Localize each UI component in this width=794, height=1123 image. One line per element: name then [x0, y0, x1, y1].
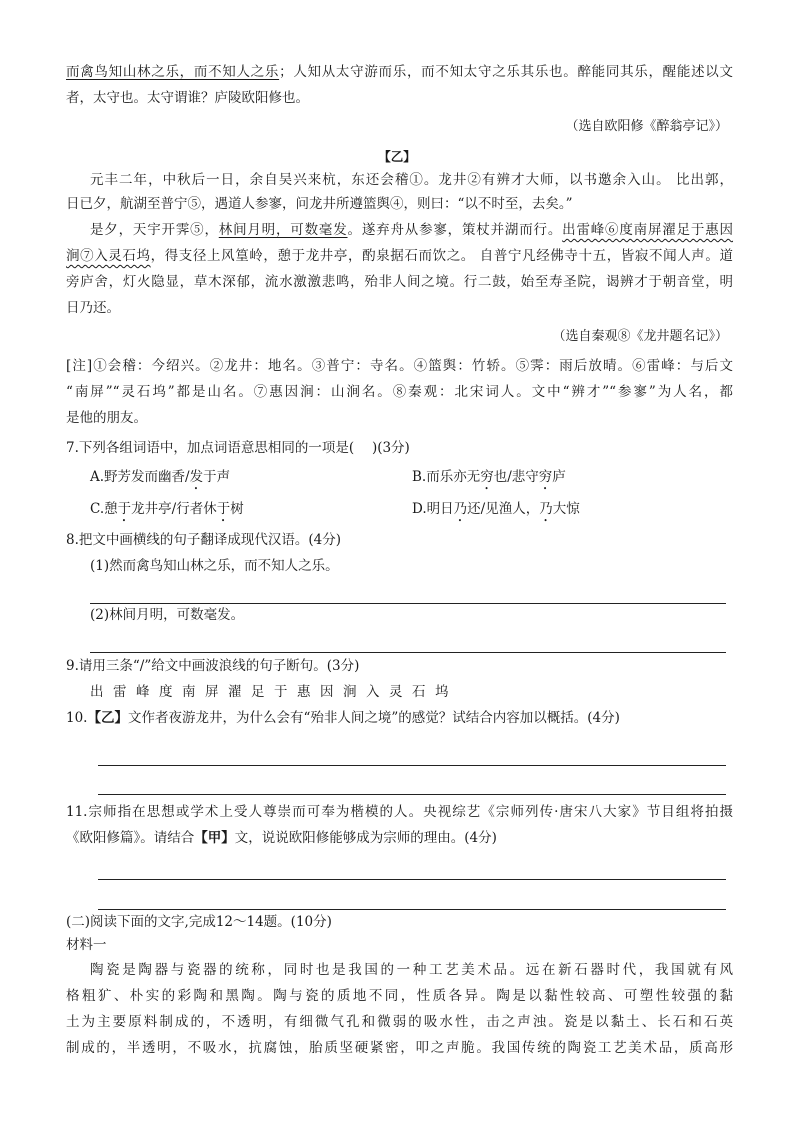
q11-answer-line-1[interactable]: [98, 879, 726, 880]
yi-p1-line-2: 日已夕，航湖至普宁⑤，遇道人参寥，问龙井所遵篮舆④，则曰：“以不时至，去矣。”: [66, 196, 573, 212]
notes-line-1: [注]①会稽：今绍兴。②龙井：地名。③普宁：寺名。④篮舆：竹轿。⑤霁：雨后放晴。⑥雷峰：与后文: [66, 358, 733, 374]
q7-option-d[interactable]: D.明日乃还/见渔人，乃大惊: [412, 501, 580, 517]
yi-p2-line-2: 涧⑦入灵石坞，得支径上风篁岭，憩于龙井亭，酌泉据石而饮之。 自普宁凡经佛寺十五，皆寂不闻人声。道: [66, 248, 734, 264]
material-one-label: 材料一: [66, 937, 107, 953]
jia-line-1: 而禽鸟知山林之乐，而不知人之乐；人知从太守游而乐，而不知太守之乐其乐也。醉能同其乐，醒能述以文: [66, 64, 734, 80]
q10-answer-line-2[interactable]: [98, 794, 726, 795]
q8-sentence-2: (2)林间月明，可数毫发。: [90, 607, 245, 623]
yi-p2-line-1: 是夕，天宇开霁⑤，林间月明，可数毫发。遂弃舟从参寥，策杖并湖而行。出雷峰⑥度南屏濯足于惠因: [90, 222, 734, 238]
yi-p2-line-3: 旁庐舍，灯火隐显，草木深郁，流水激激悲鸣，殆非人间之境。行二鼓，始至寿圣院，谒辨才于朝音堂，明: [66, 274, 733, 290]
underlined-sentence-1: 而禽鸟知山林之乐，而不知人之乐: [66, 64, 280, 80]
q8-sentence-1: (1)然而禽鸟知山林之乐，而不知人之乐。: [90, 558, 339, 574]
q7-option-c[interactable]: C.憩于龙井亭/行者休于树: [90, 501, 244, 517]
q7-option-a[interactable]: A.野芳发而幽香/发于声: [90, 469, 231, 485]
q9-stem: 9.请用三条“/”给文中画波浪线的句子断句。(3分): [66, 658, 360, 674]
part2-heading: (二)阅读下面的文字,完成12～14题。(10分): [66, 914, 332, 930]
q8-answer-line-1[interactable]: [90, 603, 726, 604]
q11-line-1: 11.宗师指在思想或学术上受人尊崇而可奉为楷模的人。央视综艺《宗师列传·唐宋八大家》节目组将拍摄: [66, 804, 733, 820]
wavy-sentence-part-1: 出雷峰⑥度南屏濯足于惠因: [562, 222, 734, 238]
yi-source: （选自秦观⑧《龙井题名记》）: [552, 329, 728, 344]
notes-line-2: “南屏”“灵石坞”都是山名。⑦惠因涧：山涧名。⑧秦观：北宋词人。文中“辨才”“参寥”为人名，都: [66, 384, 733, 400]
q10-answer-line-1[interactable]: [98, 765, 726, 766]
notes-line-3: 是他的朋友。: [66, 410, 147, 426]
yi-heading: 【乙】: [378, 149, 416, 164]
jia-line-2: 者，太守也。太守谓谁？庐陵欧阳修也。: [66, 90, 309, 106]
part2-line-2: 格粗犷、朴实的彩陶和黑陶。陶与瓷的质地不同，性质各异。陶是以黏性较高、可塑性较强的黏: [66, 988, 733, 1004]
wavy-sentence-part-2: 涧⑦入灵石坞: [66, 248, 151, 264]
q11-answer-line-2[interactable]: [98, 909, 726, 910]
q11-line-2: 《欧阳修篇》。请结合【甲】文，说说欧阳修能够成为宗师的理由。(4分): [66, 830, 497, 846]
q10-stem: 10.【乙】文作者夜游龙井，为什么会有“殆非人间之境”的感觉？试结合内容加以概括。(4分): [66, 710, 620, 726]
q7-option-b[interactable]: B.而乐亦无穷也/悲守穷庐: [412, 469, 566, 485]
jia-source: （选自欧阳修《醉翁亭记》）: [565, 119, 728, 134]
yi-p2-line-4: 日乃还。: [66, 300, 120, 316]
q8-answer-line-2[interactable]: [90, 652, 726, 653]
part2-line-1: 陶瓷是陶器与瓷器的统称，同时也是我国的一种工艺美术品。远在新石器时代，我国就有风: [90, 962, 733, 978]
part2-line-4: 制成的，半透明，不吸水，抗腐蚀，胎质坚硬紧密，叩之声脆。我国传统的陶瓷工艺美术品，质高形: [66, 1040, 733, 1056]
underlined-sentence-2: 林间月明，可数毫发: [218, 222, 348, 238]
yi-p1-line-1: 元丰二年，中秋后一日，余自吴兴来杭，东还会稽①。龙井②有辨才大师，以书邀余入山。 比出郭，: [90, 172, 733, 188]
q8-stem: 8.把文中画横线的句子翻译成现代汉语。(4分): [66, 532, 342, 548]
part2-line-3: 土为主要原料制成的，不透明，有细微气孔和微弱的吸水性，击之声浊。瓷是以黏土、长石和石英: [66, 1014, 733, 1030]
q9-sentence[interactable]: 出雷峰度南屏濯足于惠因涧入灵石坞: [90, 684, 458, 700]
q7-stem: 7.下列各组词语中，加点词语意思相同的一项是( )(3分): [66, 440, 410, 456]
